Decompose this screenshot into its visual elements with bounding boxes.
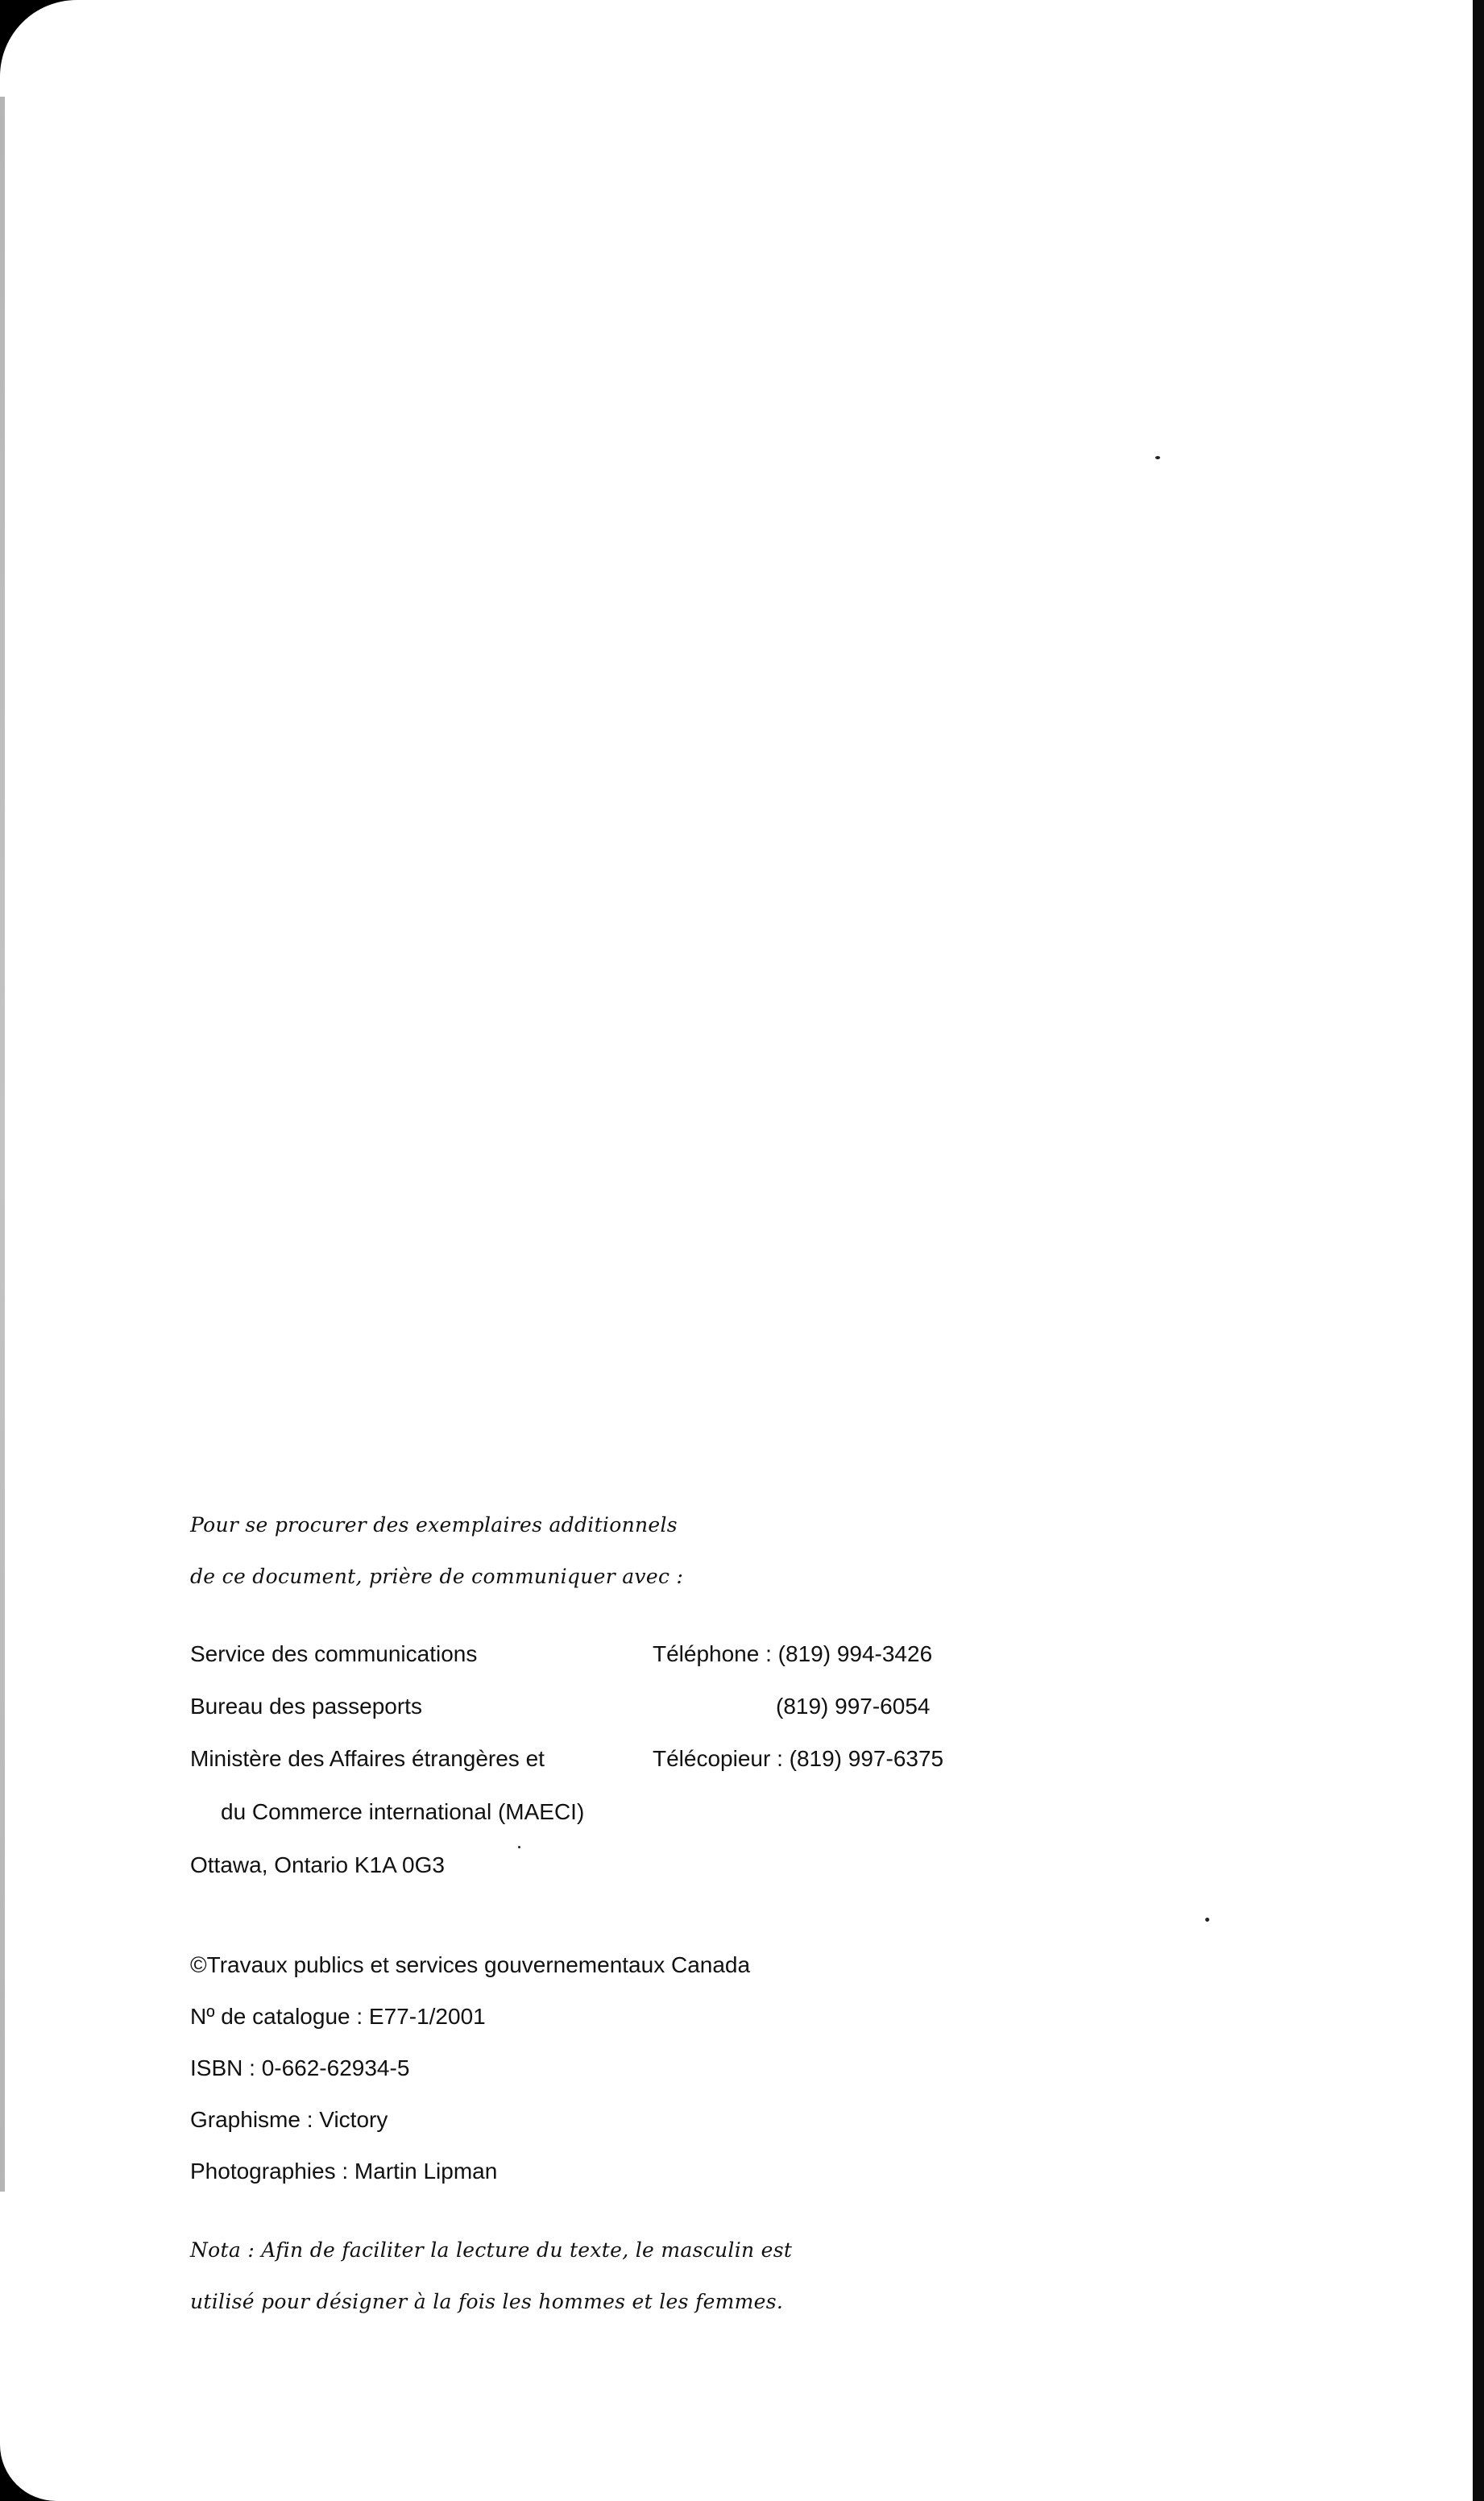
photo-credit: Photographies : Martin Lipman: [190, 2159, 498, 2184]
design-credit: Graphisme : Victory: [190, 2107, 388, 2132]
scan-speck: [1155, 456, 1160, 459]
address-line-2: Bureau des passeports: [190, 1694, 422, 1719]
scan-edge-shadow: [0, 97, 5, 2192]
scan-edge: [1473, 0, 1484, 2501]
catalogue-number: Nº de catalogue : E77-1/2001: [190, 2004, 486, 2029]
phone-number-2: (819) 997-6054: [776, 1694, 931, 1719]
scan-speck: [1205, 1918, 1209, 1922]
fax-number: Télécopieur : (819) 997-6375: [653, 1746, 944, 1771]
note-line-1: Nota : Afin de faciliter la lecture du texte, le masculin est: [190, 2238, 793, 2262]
address-line-1: Service des communications: [190, 1641, 478, 1666]
phone-number: Téléphone : (819) 994-3426: [653, 1641, 933, 1666]
address-line-4: du Commerce international (MAECI): [221, 1799, 585, 1824]
scan-speck: [518, 1846, 520, 1848]
copyright-line: ©Travaux publics et services gouvernementaux Canada: [190, 1952, 751, 1977]
isbn: ISBN : 0-662-62934-5: [190, 2055, 410, 2080]
address-line-5: Ottawa, Ontario K1A 0G3: [190, 1852, 445, 1877]
intro-line-2: de ce document, prière de communiquer avec :: [190, 1565, 684, 1588]
address-line-3: Ministère des Affaires étrangères et: [190, 1746, 545, 1771]
note-line-2: utilisé pour désigner à la fois les hommes et les femmes.: [190, 2290, 784, 2313]
intro-line-1: Pour se procurer des exemplaires additionnels: [190, 1513, 678, 1537]
